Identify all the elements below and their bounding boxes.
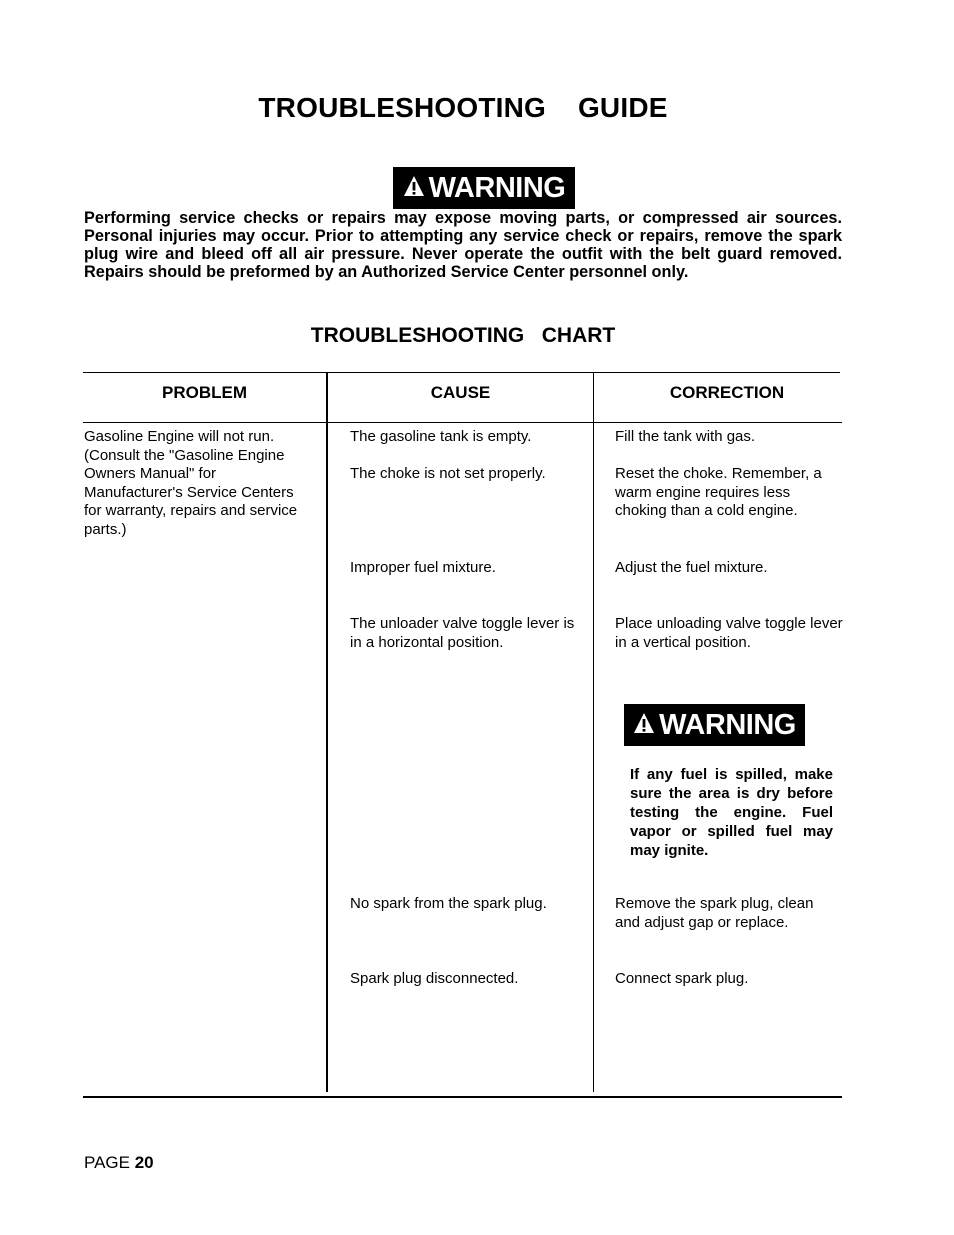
cause-cell <box>350 615 574 652</box>
problem-line: (Consult the "Gasoline Engine <box>84 446 285 464</box>
correction-cell <box>615 559 768 578</box>
cause-cell <box>350 895 547 914</box>
cause-line: The gasoline tank is empty. <box>350 428 532 445</box>
cause-line: The unloader valve toggle lever is <box>350 615 575 632</box>
fuel-warning-badge <box>624 704 805 746</box>
column-header-cause: CAUSE <box>430 383 491 402</box>
correction-line: choking than a cold engine. <box>615 502 798 520</box>
correction-cell <box>615 895 813 932</box>
cause-line: Spark plug disconnected. <box>350 970 519 987</box>
problem-line: Gasoline Engine will not run. <box>84 428 275 445</box>
cause-cell <box>350 559 496 578</box>
correction-cell <box>615 970 748 989</box>
warning-label: WARNING <box>659 708 796 741</box>
column-header-problem: PROBLEM <box>162 383 247 402</box>
cause-cell <box>350 428 531 447</box>
problem-line: for warranty, repairs and service <box>84 502 298 520</box>
correction-cell <box>615 615 843 652</box>
cause-line: No spark from the spark plug. <box>350 895 547 912</box>
problem-cell <box>84 428 324 540</box>
cause-line: Improper fuel mixture. <box>350 559 496 576</box>
fuel-warning-text: If any fuel is spilled, make sure the area is dry before testing the engine. Fuel vapor or spilled fuel may may ignite. <box>630 766 833 859</box>
problem-line: parts.) <box>84 520 127 538</box>
table-bottom-rule <box>83 1096 842 1098</box>
problem-line: Manufacturer's Service Centers <box>84 483 294 501</box>
correction-line: Adjust the fuel mixture. <box>615 559 768 576</box>
correction-line: Connect spark plug. <box>615 970 749 987</box>
correction-cell <box>615 465 822 521</box>
warning-badge <box>393 167 575 209</box>
column-divider <box>593 372 594 1092</box>
warning-triangle-icon <box>633 709 655 742</box>
cause-cell <box>350 970 518 989</box>
page-title: TROUBLESHOOTING GUIDE <box>258 92 668 123</box>
column-divider <box>326 372 328 1092</box>
correction-line: Reset the choke. Remember, a <box>615 465 822 482</box>
correction-line: warm engine requires less <box>615 483 791 501</box>
page-number: 20 <box>134 1153 154 1172</box>
cause-line: The choke is not set properly. <box>350 465 546 482</box>
page-label: PAGE <box>84 1153 130 1172</box>
chart-title: TROUBLESHOOTING CHART <box>310 324 616 347</box>
page-footer <box>84 1153 154 1173</box>
warning-label: WARNING <box>428 171 566 204</box>
cause-cell <box>350 465 546 484</box>
warning-triangle-icon <box>403 172 425 205</box>
problem-line: Owners Manual" for <box>84 465 217 483</box>
correction-line: Fill the tank with gas. <box>615 428 756 445</box>
cause-line: in a horizontal position. <box>350 633 504 651</box>
table-top-rule <box>83 372 840 373</box>
correction-cell <box>615 428 755 447</box>
correction-line: Place unloading valve toggle lever <box>615 615 843 632</box>
correction-line: in a vertical position. <box>615 633 751 651</box>
header-bottom-rule <box>83 422 842 423</box>
correction-line: and adjust gap or replace. <box>615 913 789 931</box>
warning-paragraph: Performing service checks or repairs may expose moving parts, or compressed air sources. Personal injuries may occur. Prior to attempting any service check or repairs, remove the spark plug wire and bleed off all air pressure. Never operate the outfit with the belt guard removed. Repairs should be preformed by an Authorized Service Center personnel only. <box>84 209 842 281</box>
column-header-correction: CORRECTION <box>669 383 785 402</box>
correction-line: Remove the spark plug, clean <box>615 895 814 912</box>
